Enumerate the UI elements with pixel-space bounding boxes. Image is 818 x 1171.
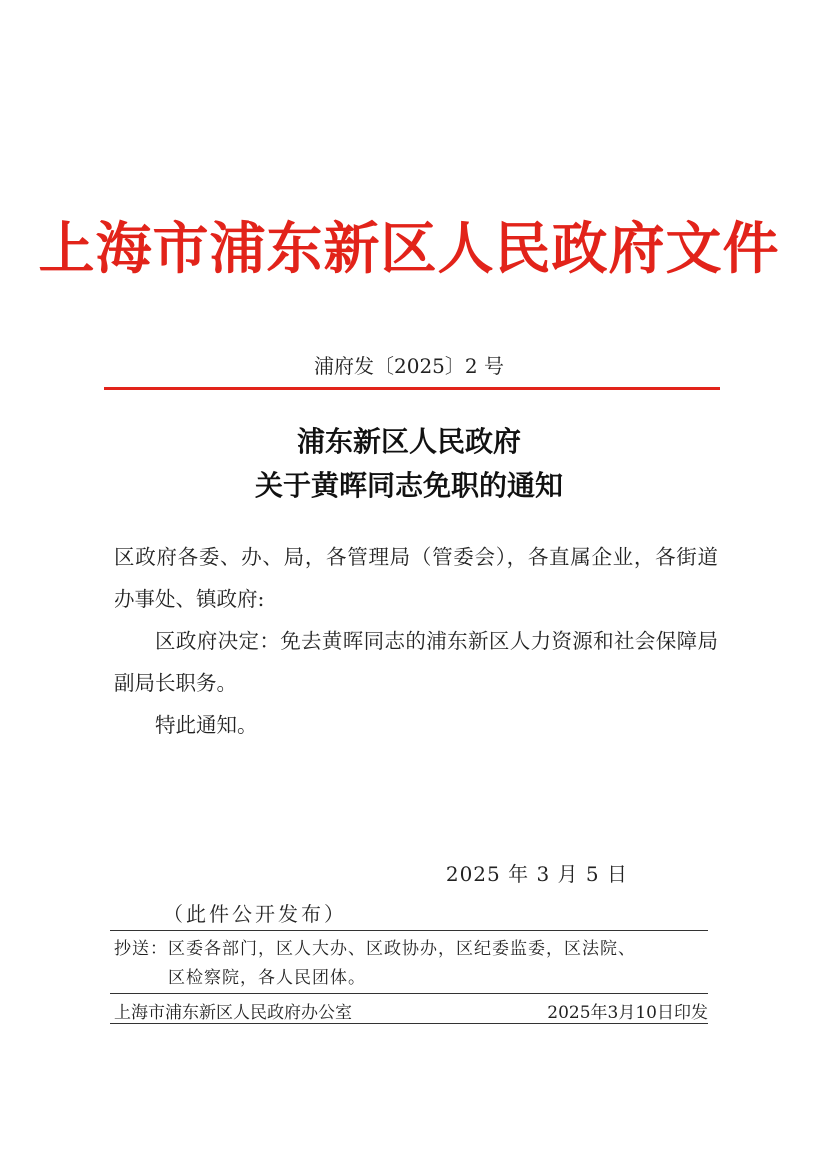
signature-date: 2025 年 3 月 5 日 <box>445 862 628 886</box>
issuing-office: 上海市浦东新区人民政府办公室 <box>114 1003 352 1023</box>
addressees-paragraph: 区政府各委、办、局，各管理局（管委会），各直属企业，各街道办事处、镇政府: <box>114 545 718 611</box>
red-divider <box>104 387 720 390</box>
publication-note: （此件公开发布） <box>163 902 347 926</box>
document-title <box>0 420 818 508</box>
title-line-1: 浦东新区人民政府 <box>296 425 521 458</box>
print-footer <box>114 998 708 1023</box>
cc-line-1: 抄送：区委各部门，区人大办、区政协办，区纪委监委，区法院、 <box>114 939 636 959</box>
cc-distribution <box>114 935 708 993</box>
cc-top-rule <box>110 930 708 931</box>
title-line-2: 关于黄晖同志免职的通知 <box>254 469 563 502</box>
cc-line-2: 区检察院，各人民团体。 <box>168 968 366 988</box>
print-date: 2025年3月10日印发 <box>547 1003 708 1023</box>
footer-top-rule <box>110 993 708 994</box>
issuer-title: 上海市浦东新区人民政府文件 <box>38 216 780 282</box>
footer-bottom-rule <box>110 1023 708 1024</box>
document-number: 浦府发〔2025〕2 号 <box>314 354 504 378</box>
closing-paragraph: 特此通知。 <box>155 713 258 737</box>
document-body <box>114 536 718 746</box>
decision-paragraph: 区政府决定：免去黄晖同志的浦东新区人力资源和社会保障局副局长职务。 <box>114 629 718 695</box>
